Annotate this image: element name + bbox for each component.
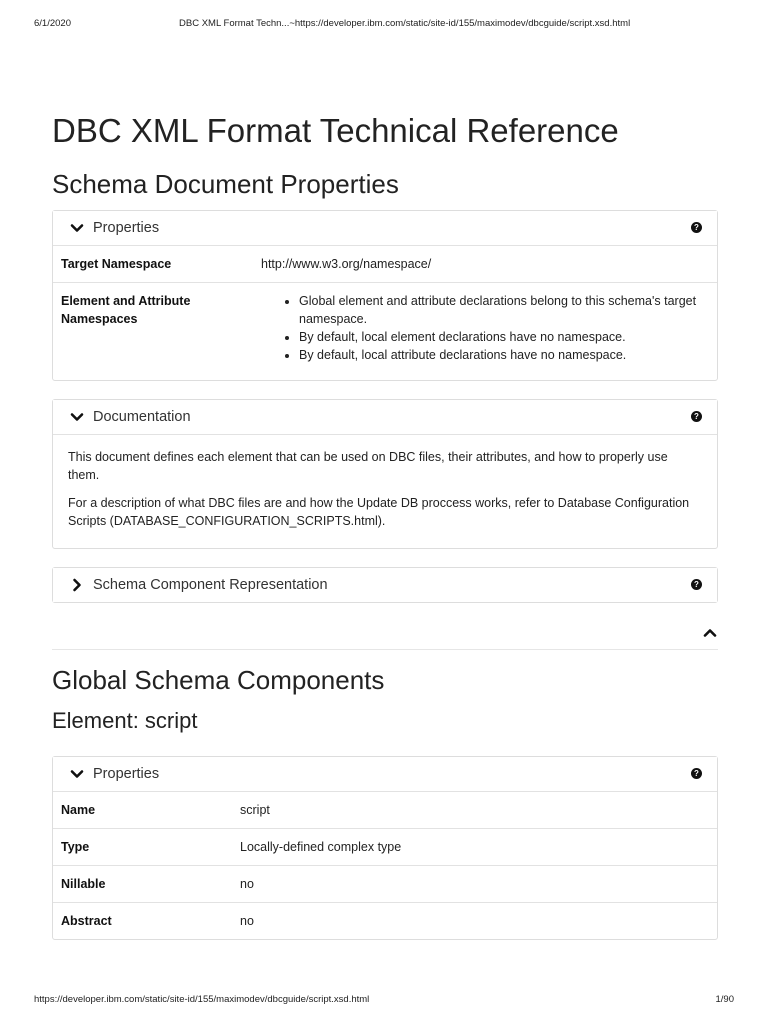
print-header: [34, 18, 734, 29]
documentation-body: [53, 435, 717, 548]
element-heading: Element: script: [52, 708, 198, 733]
help-icon[interactable]: ?: [691, 768, 702, 779]
chevron-down-icon: [69, 409, 85, 425]
documentation-paragraph: This document defines each element that can be used on DBC files, their attributes, and how to properly use them.: [68, 450, 668, 482]
table-row: [53, 866, 717, 903]
back-to-top-row: [52, 619, 718, 650]
help-icon[interactable]: ?: [691, 579, 702, 590]
property-value: script: [240, 803, 270, 817]
schema-document-properties-heading: Schema Document Properties: [52, 169, 399, 199]
property-key: Name: [61, 803, 96, 817]
chevron-right-icon: [69, 577, 85, 593]
table-row: [53, 829, 717, 866]
property-key: Target Namespace: [61, 257, 172, 271]
chevron-down-icon: [69, 220, 85, 236]
help-icon[interactable]: ?: [691, 222, 702, 233]
list-item: • By default, local attribute declarations have no namespace.: [299, 346, 709, 364]
element-properties-panel-label: Properties: [93, 766, 160, 782]
table-row: [53, 792, 717, 829]
property-key: Nillable: [53, 866, 232, 903]
schema-properties-table: [53, 246, 717, 380]
property-value: no: [232, 903, 717, 940]
list-item: • Global element and attribute declarations belong to this schema's target namespace.: [299, 292, 709, 328]
table-row: [53, 283, 717, 381]
help-icon[interactable]: ?: [691, 411, 702, 422]
element-properties-table: [53, 792, 717, 939]
representation-panel-label: Schema Component Representation: [93, 577, 328, 593]
chevron-up-icon[interactable]: [702, 625, 718, 641]
representation-panel-toggle[interactable]: [53, 568, 717, 602]
property-key: Abstract: [53, 903, 232, 940]
print-page-number: 1/90: [715, 994, 734, 1005]
main-content: [52, 108, 718, 958]
element-properties-panel: [52, 756, 718, 940]
property-key: Type: [53, 829, 232, 866]
namespace-list: [261, 292, 709, 364]
documentation-panel-toggle[interactable]: [53, 400, 717, 435]
print-footer: [34, 994, 734, 1005]
table-row: [53, 903, 717, 940]
documentation-panel: [52, 399, 718, 549]
page-title: DBC XML Format Technical Reference: [52, 112, 619, 149]
element-properties-panel-toggle[interactable]: [53, 757, 717, 792]
representation-panel: [52, 567, 718, 603]
properties-panel-toggle[interactable]: [53, 211, 717, 246]
property-key: Element and Attribute Namespaces: [53, 283, 253, 381]
property-value: Locally-defined complex type: [232, 829, 717, 866]
property-value: [253, 283, 717, 381]
list-item: • By default, local element declarations have no namespace.: [299, 328, 709, 346]
property-value: no: [232, 866, 717, 903]
properties-panel: [52, 210, 718, 381]
documentation-paragraph: For a description of what DBC files are and how the Update DB proccess works, refer to Database Configuration Scripts (DATABASE_CONFIGURATION_SCRIPTS.html).: [68, 496, 690, 528]
table-row: [53, 246, 717, 283]
global-schema-components-heading: Global Schema Components: [52, 665, 385, 695]
print-url: https://developer.ibm.com/static/site-id/155/maximodev/dbcguide/script.xsd.html: [34, 994, 370, 1005]
print-date: 6/1/2020: [34, 18, 71, 29]
print-title: DBC XML Format Techn...~https://developer.ibm.com/static/site-id/155/maximodev/dbcguide/script.xsd.html: [179, 18, 631, 29]
properties-panel-label: Properties: [93, 220, 160, 236]
chevron-down-icon: [69, 766, 85, 782]
documentation-panel-label: Documentation: [93, 409, 191, 425]
property-value: http://www.w3.org/namespace/: [261, 257, 432, 271]
